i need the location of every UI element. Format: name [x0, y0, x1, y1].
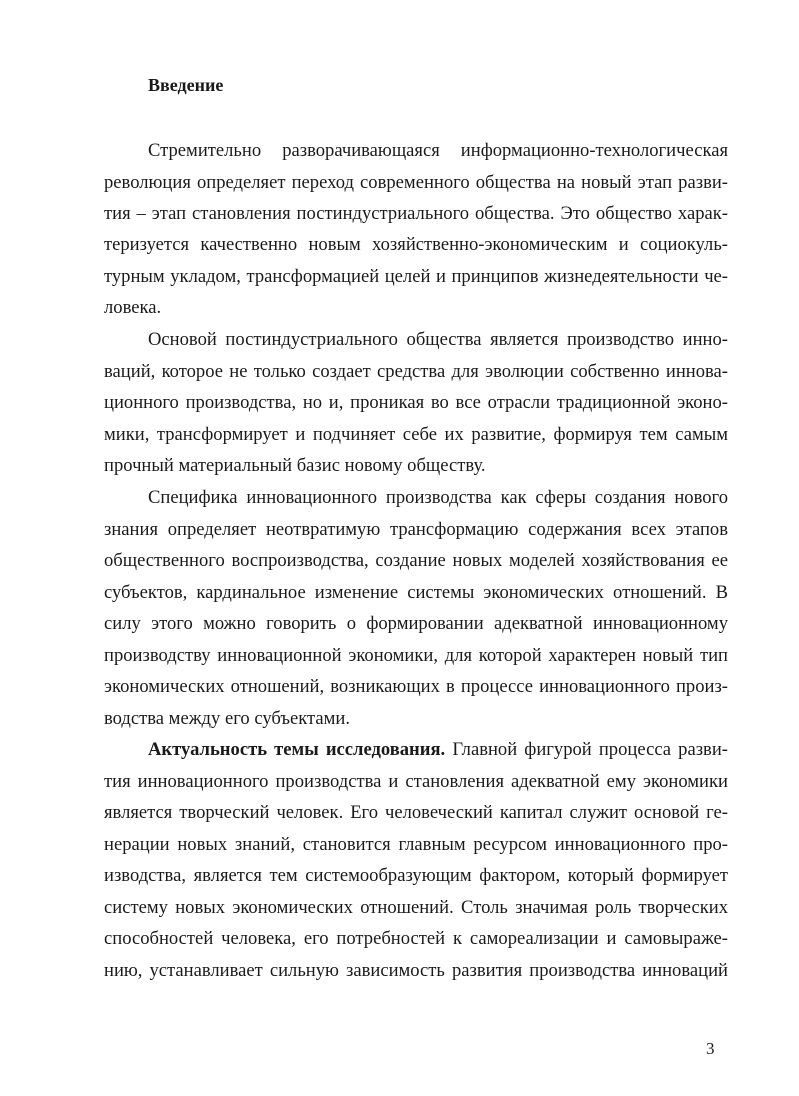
text-line: Основой постиндустриального общества является производство инно-	[148, 329, 728, 350]
text-line: водства между его субъектами.	[104, 708, 351, 729]
text-line: субъектов, кардинальное изменение системы экономических отношений. В	[104, 582, 728, 603]
text-line: экономических отношений, возникающих в процессе инновационного произ-	[104, 676, 728, 697]
text-line: ционного производства, но и, проникая во все отрасли традиционной эконо-	[104, 392, 728, 413]
text-line: производству инновационной экономики, для которой характерен новый тип	[104, 645, 728, 666]
text-line: Специфика инновационного производства как сферы создания нового	[148, 487, 728, 508]
text-line: тия инновационного производства и становления адекватной ему экономики	[104, 771, 728, 792]
text-line: нерации новых знаний, становится главным ресурсом инновационного про-	[104, 834, 728, 855]
text-line: тия – этап становления постиндустриального общества. Это общество харак-	[104, 203, 728, 224]
text-line: знания определяет неотвратимую трансформацию содержания всех этапов	[104, 519, 728, 540]
text-line: ловека.	[104, 297, 162, 318]
text-line: турным укладом, трансформацией целей и принципов жизнедеятельности че-	[104, 266, 728, 287]
text-line: теризуется качественно новым хозяйственно-экономическим и социокуль-	[104, 234, 728, 255]
page-number: 3	[706, 1039, 715, 1058]
section-heading: Введение	[148, 75, 224, 95]
text-line: революция определяет переход современного общества на новый этап разви-	[104, 172, 728, 193]
text-line: Стремительно разворачивающаяся информационно-технологическая	[148, 140, 728, 161]
text-line: прочный материальный базис новому обществу.	[104, 455, 486, 476]
text-line: общественного воспроизводства, создание новых моделей хозяйствования ее	[104, 550, 728, 571]
text-line: изводства, является тем системообразующим фактором, который формирует	[104, 865, 728, 886]
text-line: является творческий человек. Его человеческий капитал служит основой ге-	[104, 802, 728, 823]
text-line: силу этого можно говорить о формировании адекватной инновационному	[104, 613, 728, 634]
text-line	[148, 735, 728, 765]
relevance-lead-rest: Главной фигурой процесса разви-	[452, 739, 728, 760]
text-line: способностей человека, его потребностей к самореализации и самовыраже-	[104, 928, 728, 949]
text-line: систему новых экономических отношений. Столь значимая роль творческих	[104, 897, 728, 918]
relevance-lead: Актуальность темы исследования.	[148, 739, 446, 760]
text-line: нию, устанавливает сильную зависимость развития производства инноваций	[104, 960, 728, 981]
text-line: мики, трансформирует и подчиняет себе их развитие, формируя тем самым	[104, 424, 728, 445]
text-line: ваций, которое не только создает средства для эволюции собственно иннова-	[104, 361, 728, 382]
